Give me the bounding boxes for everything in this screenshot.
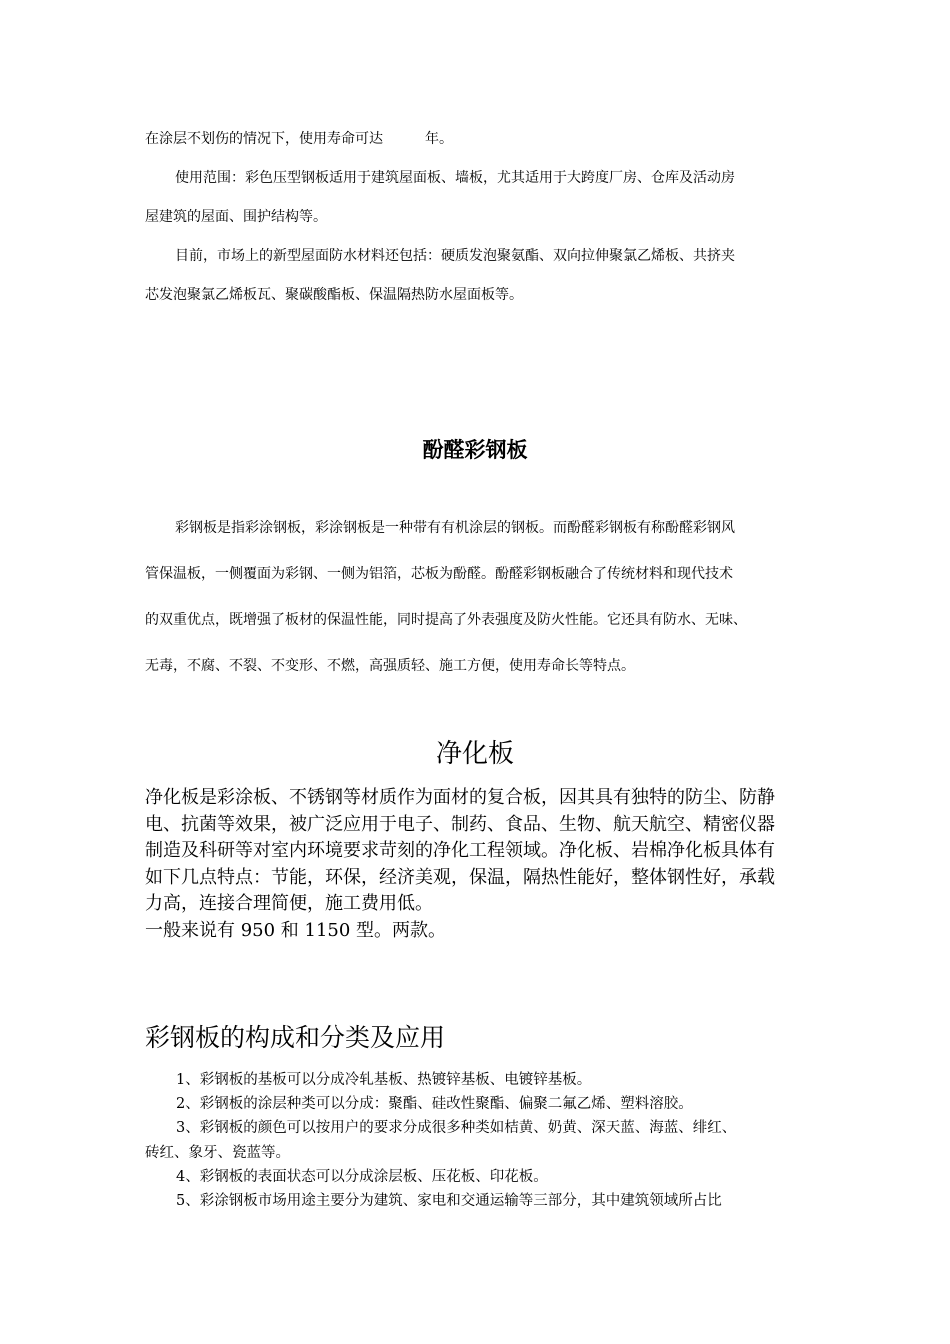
text-line: 管保温板，一侧覆面为彩钢、一侧为铝箔，芯板为酚醛。酚醛彩钢板融合了传统材料和现代技术 [145, 566, 733, 582]
text-line: 芯发泡聚氯乙烯板瓦、聚碳酸酯板、保温隔热防水屋面板等。 [145, 287, 523, 303]
clean-panel-paragraph [145, 785, 810, 944]
list-item: 3、彩钢板的颜色可以按用户的要求分成很多种类如桔黄、奶黄、深天蓝、海蓝、绯红、 [176, 1120, 737, 1137]
text-line: 在涂层不划伤的情况下，使用寿命可达 年。 [145, 131, 453, 147]
text-line: 如下几点特点：节能，环保，经济美观，保温，隔热性能好，整体钢性好，承载 [145, 866, 775, 888]
text-line: 制造及科研等对室内环境要求苛刻的净化工程领域。净化板、岩棉净化板具体有 [145, 840, 775, 861]
text-line: 彩钢板是指彩涂钢板，彩涂钢板是一种带有有机涂层的钢板。而酚醛彩钢板有称酚醛彩钢风 [175, 520, 735, 536]
phenolic-paragraph [145, 511, 810, 683]
list-item: 5、彩涂钢板市场用途主要分为建筑、家电和交通运输等三部分，其中建筑领域所占比 [176, 1193, 722, 1210]
list-item: 4、彩钢板的表面状态可以分成涂层板、压花板、印花板。 [176, 1168, 548, 1185]
intro-paragraphs [145, 122, 810, 312]
text-line: 使用范围：彩色压型钢板适用于建筑屋面板、墙板，尤其适用于大跨度厂房、仓库及活动房 [175, 170, 735, 186]
text-line: 净化板是彩涂板、不锈钢等材质作为面材的复合板，因其具有独特的防尘、防静 [145, 787, 775, 808]
list-item: 2、彩钢板的涂层种类可以分成：聚酯、硅改性聚酯、偏聚二氟乙烯、塑料溶胶。 [176, 1096, 693, 1113]
text-line: 目前，市场上的新型屋面防水材料还包括：硬质发泡聚氨酯、双向拉伸聚氯乙烯板、共挤夹 [175, 248, 735, 264]
text-line: 的双重优点，既增强了板材的保温性能，同时提高了外表强度及防火性能。它还具有防水、无味、 [145, 612, 747, 628]
list-item: 1、彩钢板的基板可以分成冷轧基板、热镀锌基板、电镀锌基板。 [176, 1072, 592, 1088]
section-title-composition-classification: 彩钢板的构成和分类及应用 [145, 1023, 446, 1052]
text-line: 屋建筑的屋面、围护结构等。 [145, 209, 327, 225]
composition-list [145, 1068, 810, 1213]
section-title-clean-panel: 净化板 [435, 739, 514, 769]
section-title-phenolic-steel-panel: 酚醛彩钢板 [422, 438, 528, 462]
text-line: 电、抗菌等效果，被广泛应用于电子、制药、食品、生物、航天航空、精密仪器 [145, 813, 775, 835]
text-line: 一般来说有 950 和 1150 型。两款。 [145, 919, 447, 941]
text-line: 力高，连接合理简便，施工费用低。 [145, 893, 433, 914]
text-line: 无毒，不腐、不裂、不变形、不燃，高强质轻、施工方便，使用寿命长等特点。 [145, 658, 635, 674]
list-item-continuation: 砖红、象牙、瓷蓝等。 [145, 1144, 290, 1161]
